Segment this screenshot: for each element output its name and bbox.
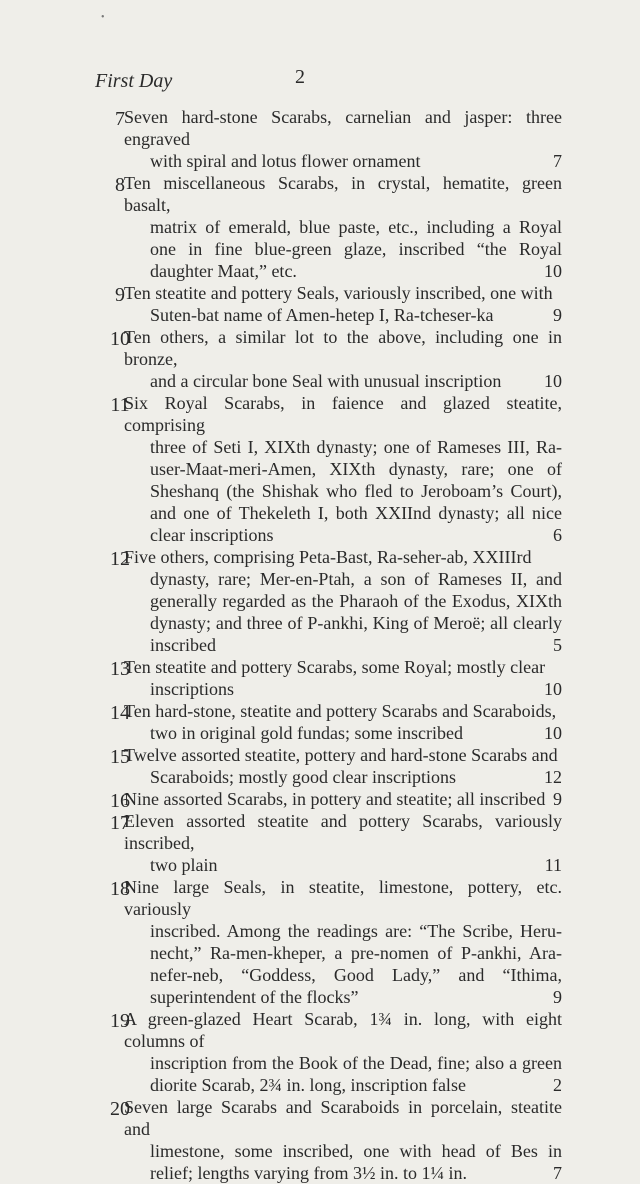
lot-quantity: 10	[544, 723, 562, 743]
lot-number: 11	[110, 394, 130, 416]
lot-first-line: Six Royal Scarabs, in faience and glazed steatite, comprising	[124, 393, 562, 435]
lot-quantity: 6	[553, 525, 562, 545]
lot-number: 13	[110, 658, 130, 680]
lot-quantity: 5	[553, 635, 562, 655]
lot-first-line: Ten steatite and pottery Seals, variously inscribed, one with	[124, 283, 553, 303]
lot-first-line: Ten others, a similar lot to the above, including one in bronze,	[124, 327, 562, 369]
lot-first-line: Nine assorted Scarabs, in pottery and steatite; all inscribed 9	[124, 789, 562, 809]
lot-description	[124, 788, 562, 810]
lot-number: 20	[110, 1098, 130, 1120]
lot-continuation	[124, 1140, 562, 1184]
lot-first-line: Twelve assorted steatite, pottery and hard-stone Scarabs and	[124, 745, 558, 765]
lot-entry	[0, 700, 640, 744]
lot-description	[124, 282, 562, 326]
lot-first-line: Ten steatite and pottery Scarabs, some Royal; mostly clear	[124, 657, 546, 677]
lot-description	[124, 656, 562, 700]
lot-continuation	[124, 436, 562, 546]
page-mark: •	[101, 12, 105, 23]
lot-continuation	[124, 1052, 562, 1096]
lot-entry	[0, 1096, 640, 1184]
lot-entry	[0, 106, 640, 172]
lot-continuation-text: two in original gold fundas; some inscribed	[150, 723, 463, 743]
lot-continuation-text: three of Seti I, XIXth dynasty; one of Rameses III, Ra-user-Maat-meri-Amen, XIXth dynasty, rare; one of Sheshanq (the Shishak who fled to Jeroboam’s Court), and one of Thekeleth I, both XXIInd dynasty; all nice clear inscriptions	[150, 437, 562, 545]
lot-first-line: Seven large Scarabs and Scaraboids in porcelain, steatite and	[124, 1097, 562, 1139]
lot-first-line: Ten hard-stone, steatite and pottery Scarabs and Scaraboids,	[124, 701, 557, 721]
lot-number: 10	[110, 328, 130, 350]
lot-description	[124, 326, 562, 392]
lot-description	[124, 106, 562, 172]
lot-entry	[0, 810, 640, 876]
lot-continuation-text: with spiral and lotus flower ornament	[150, 151, 421, 171]
lot-continuation	[124, 568, 562, 656]
lot-continuation-text: and a circular bone Seal with unusual inscription	[150, 371, 502, 391]
lot-description	[124, 700, 562, 744]
lot-entry	[0, 392, 640, 546]
lot-continuation	[124, 722, 562, 744]
lot-list	[0, 106, 640, 1184]
lot-continuation-text: inscriptions	[150, 679, 234, 699]
page-number: 2	[295, 66, 305, 88]
lot-quantity: 11	[544, 855, 562, 875]
lot-description	[124, 546, 562, 656]
lot-entry	[0, 172, 640, 282]
lot-continuation	[124, 678, 562, 700]
lot-number: 12	[110, 548, 130, 570]
lot-entry	[0, 1008, 640, 1096]
lot-description	[124, 744, 562, 788]
lot-description	[124, 810, 562, 876]
lot-quantity: 12	[544, 767, 562, 787]
lot-continuation-text: inscribed. Among the readings are: “The Scribe, Heru-necht,” Ra-men-kheper, a pre-nomen of P-ankhi, Ara-nefer-neb, “Goddess, Good Lady,” and “Ithima, superintendent of the flocks”	[150, 921, 562, 1007]
lot-continuation	[124, 920, 562, 1008]
lot-description	[124, 876, 562, 1008]
lot-continuation	[124, 370, 562, 392]
lot-entry	[0, 656, 640, 700]
lot-continuation	[124, 216, 562, 282]
lot-number: 18	[110, 878, 130, 900]
lot-entry	[0, 876, 640, 1008]
lot-entry	[0, 326, 640, 392]
day-heading: First Day	[95, 70, 173, 92]
lot-quantity: 9	[553, 987, 562, 1007]
lot-quantity: 10	[544, 371, 562, 391]
lot-first-line: Ten miscellaneous Scarabs, in crystal, hematite, green basalt,	[124, 173, 562, 215]
lot-continuation	[124, 150, 562, 172]
lot-first-line: A green-glazed Heart Scarab, 1¾ in. long, with eight columns of	[124, 1009, 562, 1051]
lot-continuation	[124, 766, 562, 788]
lot-quantity: 9	[553, 305, 562, 325]
lot-first-line: Five others, comprising Peta-Bast, Ra-seher-ab, XXIIIrd	[124, 547, 532, 567]
lot-continuation-text: two plain	[150, 855, 218, 875]
lot-quantity: 10	[544, 261, 562, 281]
lot-entry	[0, 788, 640, 810]
lot-first-line: Eleven assorted steatite and pottery Scarabs, variously inscribed,	[124, 811, 562, 853]
lot-number: 17	[110, 812, 130, 834]
lot-first-line: Seven hard-stone Scarabs, carnelian and jasper: three engraved	[124, 107, 562, 149]
lot-continuation-text: matrix of emerald, blue paste, etc., including a Royal one in fine blue-green glaze, inscribed “the Royal daughter Maat,” etc.	[150, 217, 562, 281]
lot-continuation-text: inscription from the Book of the Dead, fine; also a green diorite Scarab, 2¾ in. long, inscription false	[150, 1053, 562, 1095]
lot-number: 14	[110, 702, 130, 724]
lot-number: 9	[115, 284, 125, 306]
lot-number: 15	[110, 746, 130, 768]
lot-entry	[0, 744, 640, 788]
lot-description	[124, 172, 562, 282]
lot-entry	[0, 546, 640, 656]
lot-continuation-text: Scaraboids; mostly good clear inscriptions	[150, 767, 456, 787]
lot-continuation	[124, 304, 562, 326]
lot-number: 7	[115, 108, 125, 130]
lot-description	[124, 392, 562, 546]
lot-continuation-text: Suten-bat name of Amen-hetep I, Ra-tcheser-ka	[150, 305, 494, 325]
lot-number: 19	[110, 1010, 130, 1032]
lot-number: 8	[115, 174, 125, 196]
lot-number: 16	[110, 790, 130, 812]
lot-quantity: 2	[553, 1075, 562, 1095]
lot-quantity: 7	[553, 151, 562, 171]
lot-quantity: 7	[553, 1163, 562, 1183]
lot-continuation-text: dynasty, rare; Mer-en-Ptah, a son of Rameses II, and generally regarded as the Pharaoh of the Exodus, XIXth dynasty; and three of P-ankhi, King of Meroë; all clearly inscribed	[150, 569, 562, 655]
lot-description	[124, 1096, 562, 1184]
lot-continuation-text: limestone, some inscribed, one with head of Bes in relief; lengths varying from 3½ in. to 1¼ in.	[150, 1141, 562, 1183]
lot-first-line: Nine large Seals, in steatite, limestone, pottery, etc. variously	[124, 877, 562, 919]
lot-quantity: 10	[544, 679, 562, 699]
lot-continuation	[124, 854, 562, 876]
lot-quantity: 9	[553, 789, 562, 809]
lot-description	[124, 1008, 562, 1096]
page-header	[95, 66, 565, 94]
lot-entry	[0, 282, 640, 326]
